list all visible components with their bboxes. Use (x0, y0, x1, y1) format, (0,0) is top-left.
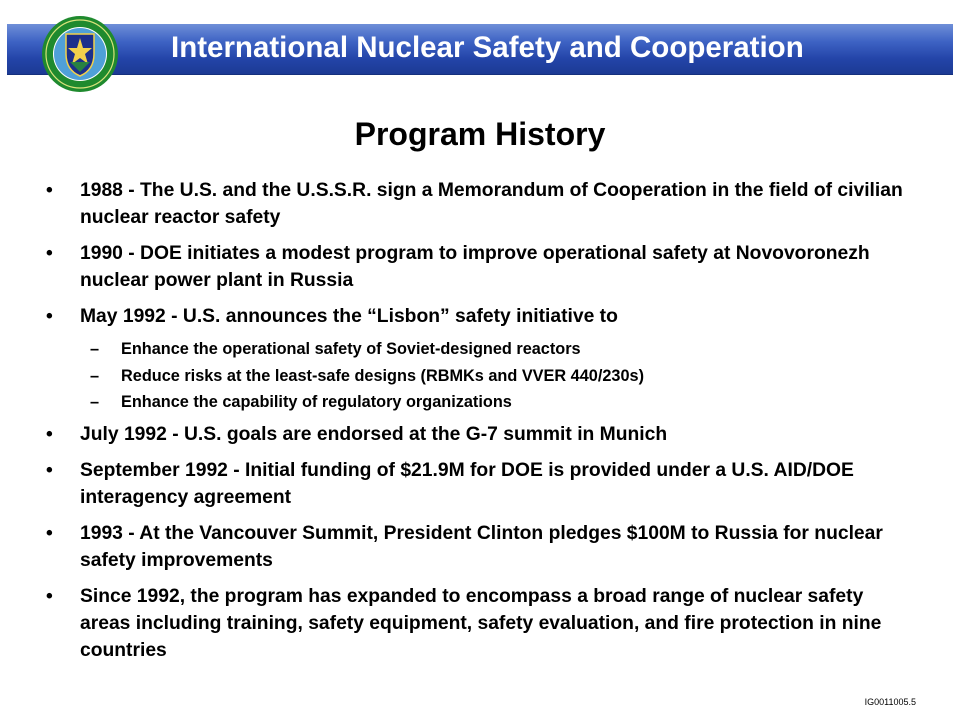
bullet-text: Since 1992, the program has expanded to encompass a broad range of nuclear safety areas including training, safety equipment, safety evaluation, and fire protection in nine countries (80, 585, 882, 661)
list-item (46, 520, 916, 574)
bullet-text: 1990 - DOE initiates a modest program to improve operational safety at Novovoronezh nuclear power plant in Russia (80, 243, 870, 291)
slide-code: IG0011005.5 (864, 697, 916, 707)
bullet-text: July 1992 - U.S. goals are endorsed at the G-7 summit in Munich (80, 423, 668, 445)
bullet-text: 1993 - At the Vancouver Summit, President Clinton pledges $100M to Russia for nuclear safety improvements (80, 522, 883, 571)
bullet-text: May 1992 - U.S. announces the “Lisbon” safety initiative to (80, 306, 618, 327)
list-item (46, 583, 916, 664)
sub-list-container (46, 336, 916, 416)
list-item (46, 303, 916, 330)
sub-list-item (46, 336, 916, 363)
dash-icon: – (90, 340, 100, 358)
list-item (46, 177, 916, 231)
sub-list-item (46, 389, 916, 416)
sub-list (46, 336, 916, 416)
slide-title: Program History (354, 116, 606, 152)
sub-list-item (46, 363, 916, 390)
list-item (46, 240, 916, 294)
program-history-list (46, 177, 916, 673)
sub-item-text: Reduce risks at the least-safe designs (RBMKs and VVER 440/230s) (121, 366, 645, 385)
bullet-icon: • (46, 306, 53, 327)
bullet-icon: • (46, 243, 53, 264)
bullet-icon: • (46, 522, 53, 544)
bullet-text: September 1992 - Initial funding of $21.9M for DOE is provided under a U.S. AID/DOE interagency agreement (80, 459, 854, 508)
list-item (46, 421, 916, 448)
sub-item-text: Enhance the capability of regulatory organizations (121, 393, 512, 411)
doe-seal-icon (40, 14, 120, 94)
dash-icon: – (90, 366, 100, 385)
bullet-icon: • (46, 585, 53, 607)
bullet-icon: • (46, 423, 53, 445)
dash-icon: – (90, 393, 100, 411)
header-title: International Nuclear Safety and Cooperation (171, 31, 804, 64)
sub-item-text: Enhance the operational safety of Soviet-designed reactors (121, 340, 581, 358)
bullet-text: 1988 - The U.S. and the U.S.S.R. sign a Memorandum of Cooperation in the field of civilian nuclear reactor safety (80, 180, 903, 228)
bullet-icon: • (46, 180, 53, 201)
bullet-icon: • (46, 459, 53, 481)
header-banner (7, 24, 953, 75)
list-item (46, 457, 916, 511)
